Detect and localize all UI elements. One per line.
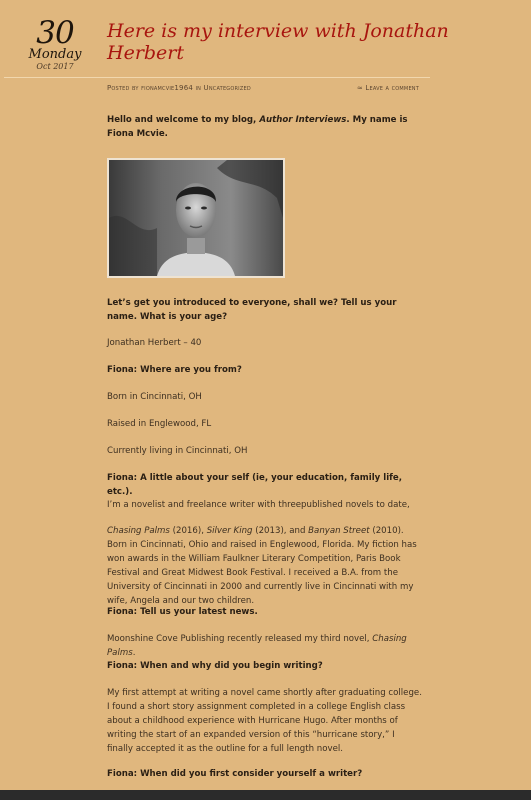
question-name: Let’s get you introduced to everyone, shall we? Tell us your name. What is your age? <box>107 298 397 322</box>
answer-self-text-3: (2010). Born in Cincinnati, Ohio and raised in Englewood, Florida. My fiction has won awards in the William Faulkner Literary Competition, Paris Book Festival and Great Midwest Book Festival. I received a B.A. from the University of Cincinnati in 2000 and currently live in Cincinnati with my wife, Angela and our two children. <box>107 526 417 606</box>
category-link[interactable]: Uncategorized <box>203 84 251 92</box>
date-block <box>24 15 86 72</box>
leave-comment-link[interactable] <box>357 84 419 92</box>
post-meta-left <box>107 84 251 92</box>
answer-born: Born in Cincinnati, OH <box>107 392 202 402</box>
answer-news <box>107 632 422 660</box>
question-writer: Fiona: When did you first consider yourself a writer? <box>107 769 363 779</box>
answer-writing: My first attempt at writing a novel came shortly after graduating college. I found a short story assignment completed in a college English class about a childhood experience with Hurricane Hugo. After months of writing the start of an expanded version of this “hurricane story,” I finally accepted it as the outline for a full length novel. <box>107 688 422 754</box>
author-photo-image <box>107 158 285 278</box>
date-day: 30 <box>36 15 74 51</box>
date-weekday: Monday <box>28 47 82 62</box>
author-link[interactable]: fionamcvie1964 <box>141 84 193 92</box>
question-self: Fiona: A little about your self (ie, your education, family life, etc.). <box>107 473 402 497</box>
header-divider <box>4 77 430 78</box>
intro-text-c: . My name is Fiona Mcvie. <box>107 115 408 139</box>
answer-name: Jonathan Herbert – 40 <box>107 338 202 348</box>
blog-name: Author Interviews <box>259 115 347 125</box>
post-title[interactable]: Here is my interview with Jonathan Herbert <box>107 20 449 64</box>
leave-comment-label: Leave a comment <box>365 84 419 92</box>
answer-self-1: I’m a novelist and freelance writer with threepublished novels to date, <box>107 500 410 510</box>
answer-news-end: . <box>132 648 136 658</box>
answer-self-text-1: (2016), <box>169 526 207 536</box>
title-silver-king: Silver King <box>206 526 253 536</box>
intro-paragraph <box>107 113 422 141</box>
question-news: Fiona: Tell us your latest news. <box>107 607 258 617</box>
answer-raised: Raised in Englewood, FL <box>107 419 212 429</box>
author-photo <box>107 158 285 278</box>
in-label: in <box>195 84 202 92</box>
answer-living: Currently living in Cincinnati, OH <box>107 446 248 456</box>
title-chasing-palms-2: Chasing Palms <box>107 634 407 658</box>
bottom-bar <box>0 790 531 800</box>
question-from: Fiona: Where are you from? <box>107 365 242 375</box>
title-banyan-street: Banyan Street <box>308 526 370 536</box>
answer-self-2 <box>107 524 422 608</box>
comment-icon: ≈ <box>356 84 363 92</box>
title-chasing-palms: Chasing Palms <box>107 526 170 536</box>
posted-by-label: Posted by <box>107 84 139 92</box>
answer-self-text-2: (2013), and <box>252 526 309 536</box>
question-writing: Fiona: When and why did you begin writing? <box>107 661 323 671</box>
answer-news-text: Moonshine Cove Publishing recently released my third novel, <box>107 634 373 644</box>
intro-text-a: Hello and welcome to my blog, <box>107 115 260 125</box>
date-month-year: Oct 2017 <box>36 62 74 71</box>
